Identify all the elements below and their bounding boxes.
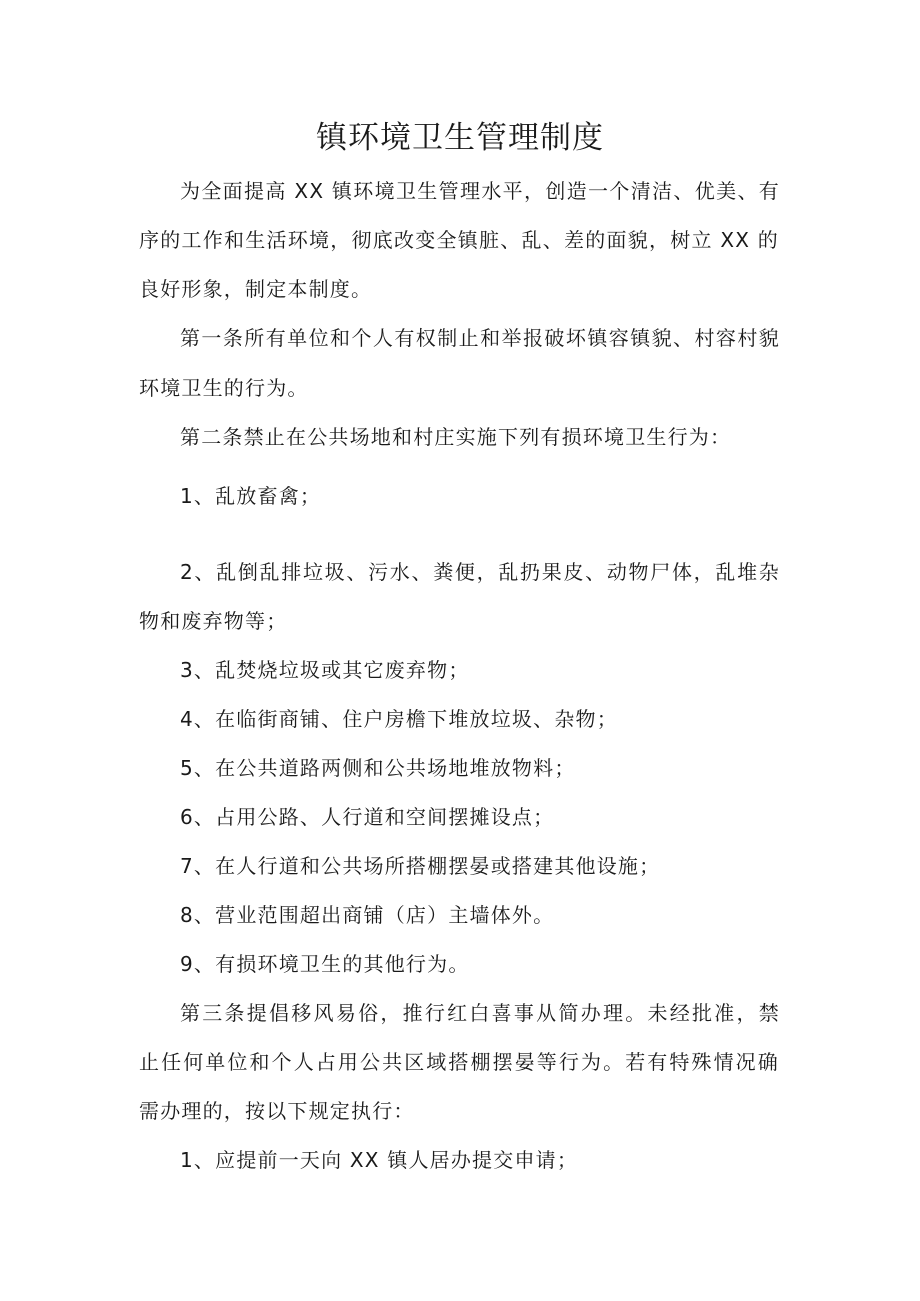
paragraph-line: 序的工作和生活环境，彻底改变全镇脏、乱、差的面貌，树立 XX 的 — [139, 228, 779, 252]
list-item-continuation: 物和废弃物等； — [139, 609, 288, 633]
paragraph-line: 环境卫生的行为。 — [139, 376, 309, 400]
list-item: 1、乱放畜禽； — [180, 484, 322, 508]
document-title: 镇环境卫生管理制度 — [316, 120, 604, 156]
paragraph-line: 止任何单位和个人占用公共区域搭棚摆晏等行为。若有特殊情况确 — [139, 1050, 779, 1074]
list-item: 2、乱倒乱排垃圾、污水、粪便，乱扔果皮、动物尸体，乱堆杂 — [180, 560, 780, 584]
paragraph-line: 为全面提高 XX 镇环境卫生管理水平，创造一个清洁、优美、有 — [180, 179, 780, 203]
list-item: 9、有损环境卫生的其他行为。 — [180, 952, 470, 976]
list-item: 8、营业范围超出商铺（店）主墙体外。 — [180, 903, 555, 927]
list-item: 1、应提前一天向 XX 镇人居办提交申请； — [180, 1148, 579, 1172]
list-item: 6、占用公路、人行道和空间摆摊设点； — [180, 805, 555, 829]
paragraph-line: 第三条提倡移风易俗，推行红白喜事从简办理。未经批准，禁 — [180, 1001, 780, 1025]
paragraph-line: 良好形象，制定本制度。 — [139, 277, 373, 301]
list-item: 5、在公共道路两侧和公共场地堆放物料； — [180, 756, 576, 780]
paragraph-line: 第二条禁止在公共场地和村庄实施下列有损环境卫生行为： — [180, 425, 732, 449]
paragraph-line: 需办理的，按以下规定执行： — [139, 1099, 415, 1123]
paragraph-line: 第一条所有单位和个人有权制止和举报破坏镇容镇貌、村容村貌 — [180, 326, 780, 350]
list-item: 7、在人行道和公共场所搭棚摆晏或搭建其他设施； — [180, 854, 661, 878]
list-item: 3、乱焚烧垃圾或其它废弃物； — [180, 658, 470, 682]
list-item: 4、在临街商铺、住户房檐下堆放垃圾、杂物； — [180, 707, 618, 731]
